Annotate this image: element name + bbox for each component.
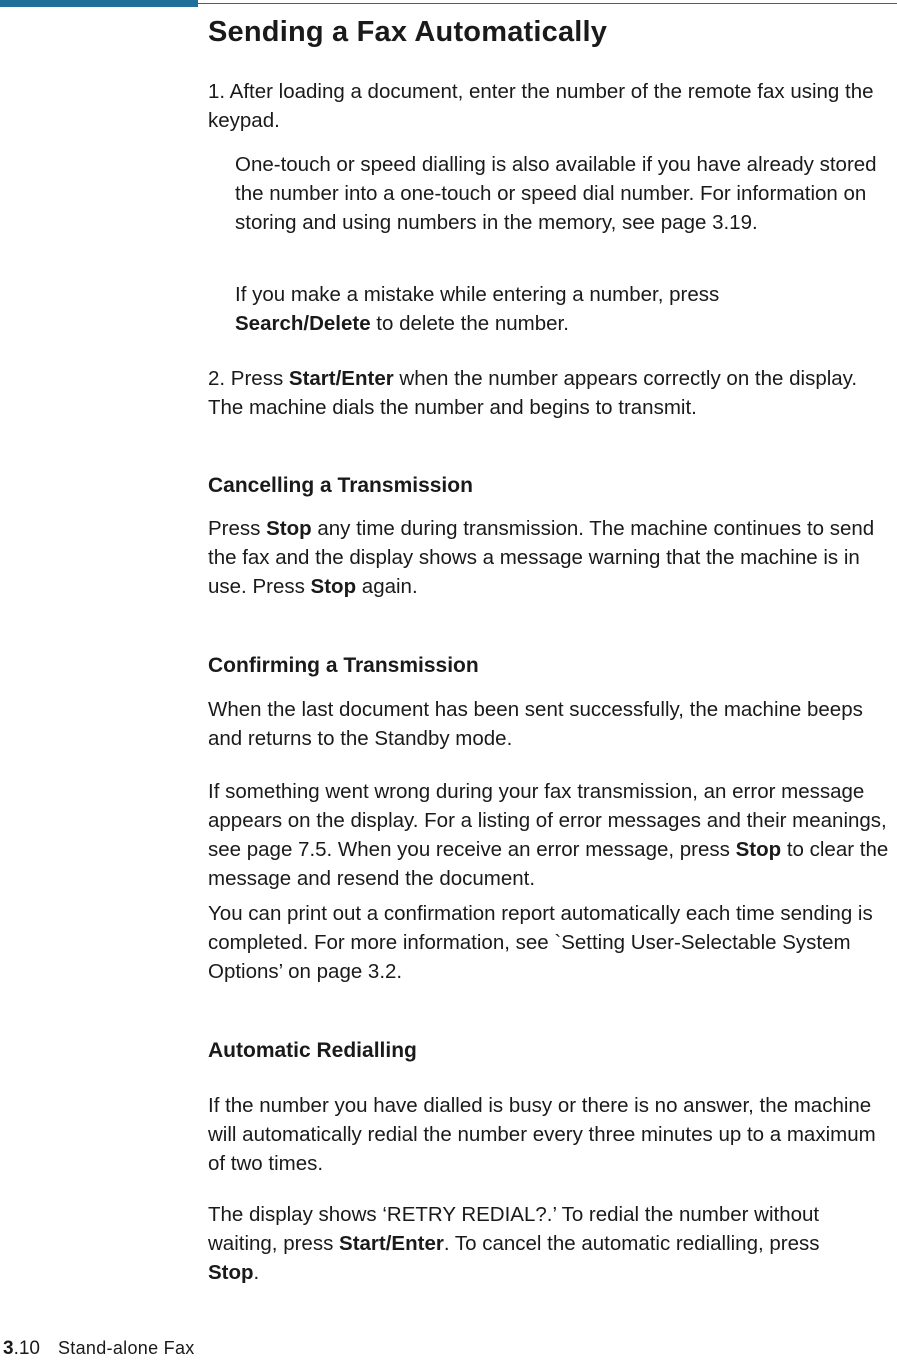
header-rule [198,3,897,4]
confirm-paragraph-1: When the last document has been sent successfully, the machine beeps and returns to the Standby mode. [208,698,863,750]
key-stop: Stop [735,838,782,861]
key-stop: Stop [310,575,357,598]
key-start-enter: Start/Enter [288,367,394,390]
page-title: Sending a Fax Automatically [208,16,608,48]
header-accent-bar [0,0,198,7]
page-number: .10 [13,1338,40,1359]
step-1-text: 1. After loading a document, enter the number of the remote fax using the keypad. [208,80,874,132]
section-title: Stand-alone Fax [58,1338,195,1358]
key-stop: Stop [208,1261,254,1284]
cancel-paragraph: Press Stop any time during transmission. The machine continues to send the fax and the display shows a message warning that the machine is in use. Press Stop again. [208,517,875,598]
step-1-note-speed-dial: One-touch or speed dialling is also available if you have already stored the number into a one-touch or speed dial number. For information on storing and using numbers in the memory, see page 3.19. [235,153,877,234]
key-start-enter: Start/Enter [339,1232,444,1255]
key-stop: Stop [266,517,312,540]
redial-paragraph-2: The display shows ‘RETRY REDIAL?.’ To redial the number without waiting, press Start/Enter. To cancel the automatic redialling, press Stop. [208,1203,820,1284]
page-footer [3,1338,195,1360]
heading-redialling: Automatic Redialling [208,1039,417,1062]
redial-paragraph-1: If the number you have dialled is busy or there is no answer, the machine will automatically redial the number every three minutes up to a maximum of two times. [208,1094,876,1175]
heading-confirming: Confirming a Transmission [208,654,479,677]
confirm-paragraph-2: If something went wrong during your fax transmission, an error message appears on the display. For a listing of error messages and their meanings, see page 7.5. When you receive an error message, press Stop to clear the message and resend the document. [208,780,889,890]
step-1-note-mistake: If you make a mistake while entering a number, press Search/Delete to delete the number. [235,283,720,335]
confirm-paragraph-3: You can print out a confirmation report automatically each time sending is completed. For more information, see `Setting User-Selectable System Options’ on page 3.2. [208,902,873,983]
chapter-number: 3 [3,1338,14,1359]
key-search-delete: Search/Delete [235,312,371,335]
heading-cancelling: Cancelling a Transmission [208,474,473,497]
step-2-text: 2. Press Start/Enter when the number appears correctly on the display. The machine dials the number and begins to transmit. [208,367,858,419]
